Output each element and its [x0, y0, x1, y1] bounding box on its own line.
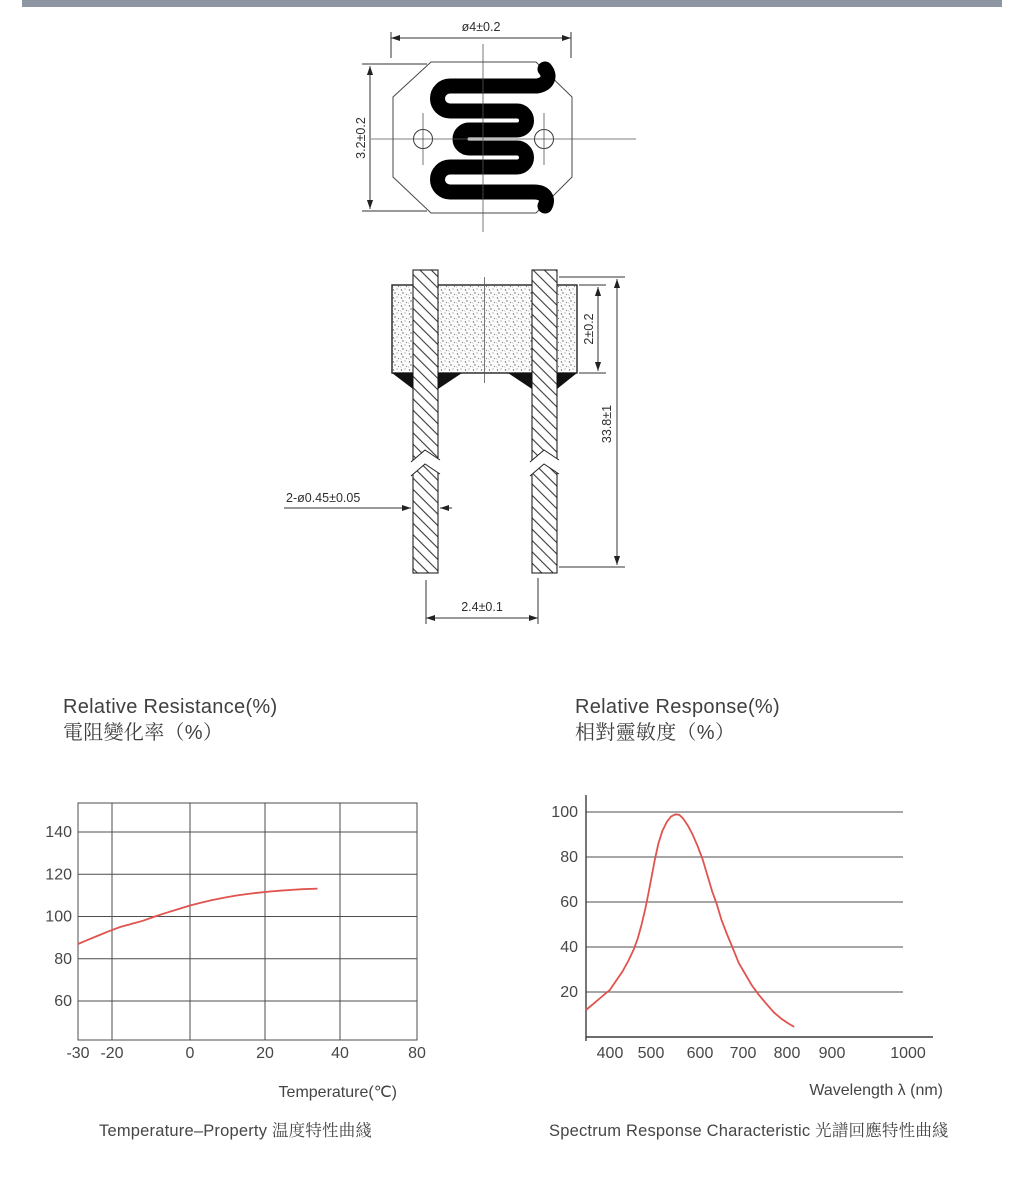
right-chart-title-en: Relative Response(%) — [575, 696, 780, 718]
x-tick-label: 900 — [818, 1045, 846, 1062]
y-tick-label: 140 — [45, 824, 72, 841]
right-chart-caption: Spectrum Response Characteristic 光譜回應特性曲綫 — [549, 1122, 949, 1140]
y-tick-label: 100 — [551, 804, 578, 821]
chart-spectral — [551, 795, 933, 1062]
dim-label-lead-spacing: 2.4±0.1 — [461, 600, 503, 614]
left-chart-caption: Temperature–Property 温度特性曲綫 — [99, 1122, 373, 1140]
x-tick-label: -30 — [66, 1045, 90, 1062]
x-tick-label: 80 — [408, 1045, 426, 1062]
x-tick-label: 500 — [637, 1045, 665, 1062]
x-tick-label: 800 — [773, 1045, 801, 1062]
y-tick-label: 80 — [54, 950, 72, 968]
x-tick-label: -20 — [100, 1045, 124, 1062]
x-tick-label: 400 — [596, 1045, 624, 1062]
y-tick-label: 80 — [560, 849, 578, 866]
left-chart-title — [63, 694, 277, 747]
right-chart-title-zh: 相對靈敏度（%） — [575, 722, 736, 745]
right-chart-xlabel: Wavelength λ (nm) — [809, 1082, 943, 1099]
dim-label-lead-length: 33.8±1 — [600, 404, 614, 444]
y-tick-label: 20 — [560, 984, 578, 1001]
dim-label-lead-diameter: 2-ø0.45±0.05 — [286, 491, 361, 505]
left-chart-xlabel: Temperature(℃) — [278, 1084, 397, 1101]
right-chart-title — [575, 694, 780, 747]
x-tick-label: 0 — [185, 1045, 195, 1062]
spectral-response-curve — [586, 814, 794, 1027]
left-chart-title-en: Relative Resistance(%) — [63, 696, 278, 718]
y-tick-label: 60 — [560, 894, 578, 911]
chart-temperature — [45, 803, 426, 1062]
dim-label-diameter: ø4±0.2 — [461, 20, 501, 34]
x-tick-label: 700 — [729, 1045, 757, 1062]
dim-label-thickness: 2±0.2 — [582, 313, 596, 345]
dim-label-height: 3.2±0.2 — [354, 117, 368, 159]
y-tick-label: 100 — [45, 908, 72, 926]
left-chart-title-zh: 電阻變化率（%） — [63, 722, 224, 745]
y-tick-label: 120 — [45, 866, 72, 884]
x-tick-label: 1000 — [890, 1045, 926, 1062]
y-tick-label: 60 — [54, 993, 72, 1010]
plot-frame — [78, 803, 417, 1040]
x-tick-label: 40 — [331, 1045, 349, 1062]
x-tick-label: 600 — [686, 1045, 714, 1062]
x-tick-label: 20 — [256, 1045, 274, 1062]
y-tick-label: 40 — [560, 939, 578, 956]
